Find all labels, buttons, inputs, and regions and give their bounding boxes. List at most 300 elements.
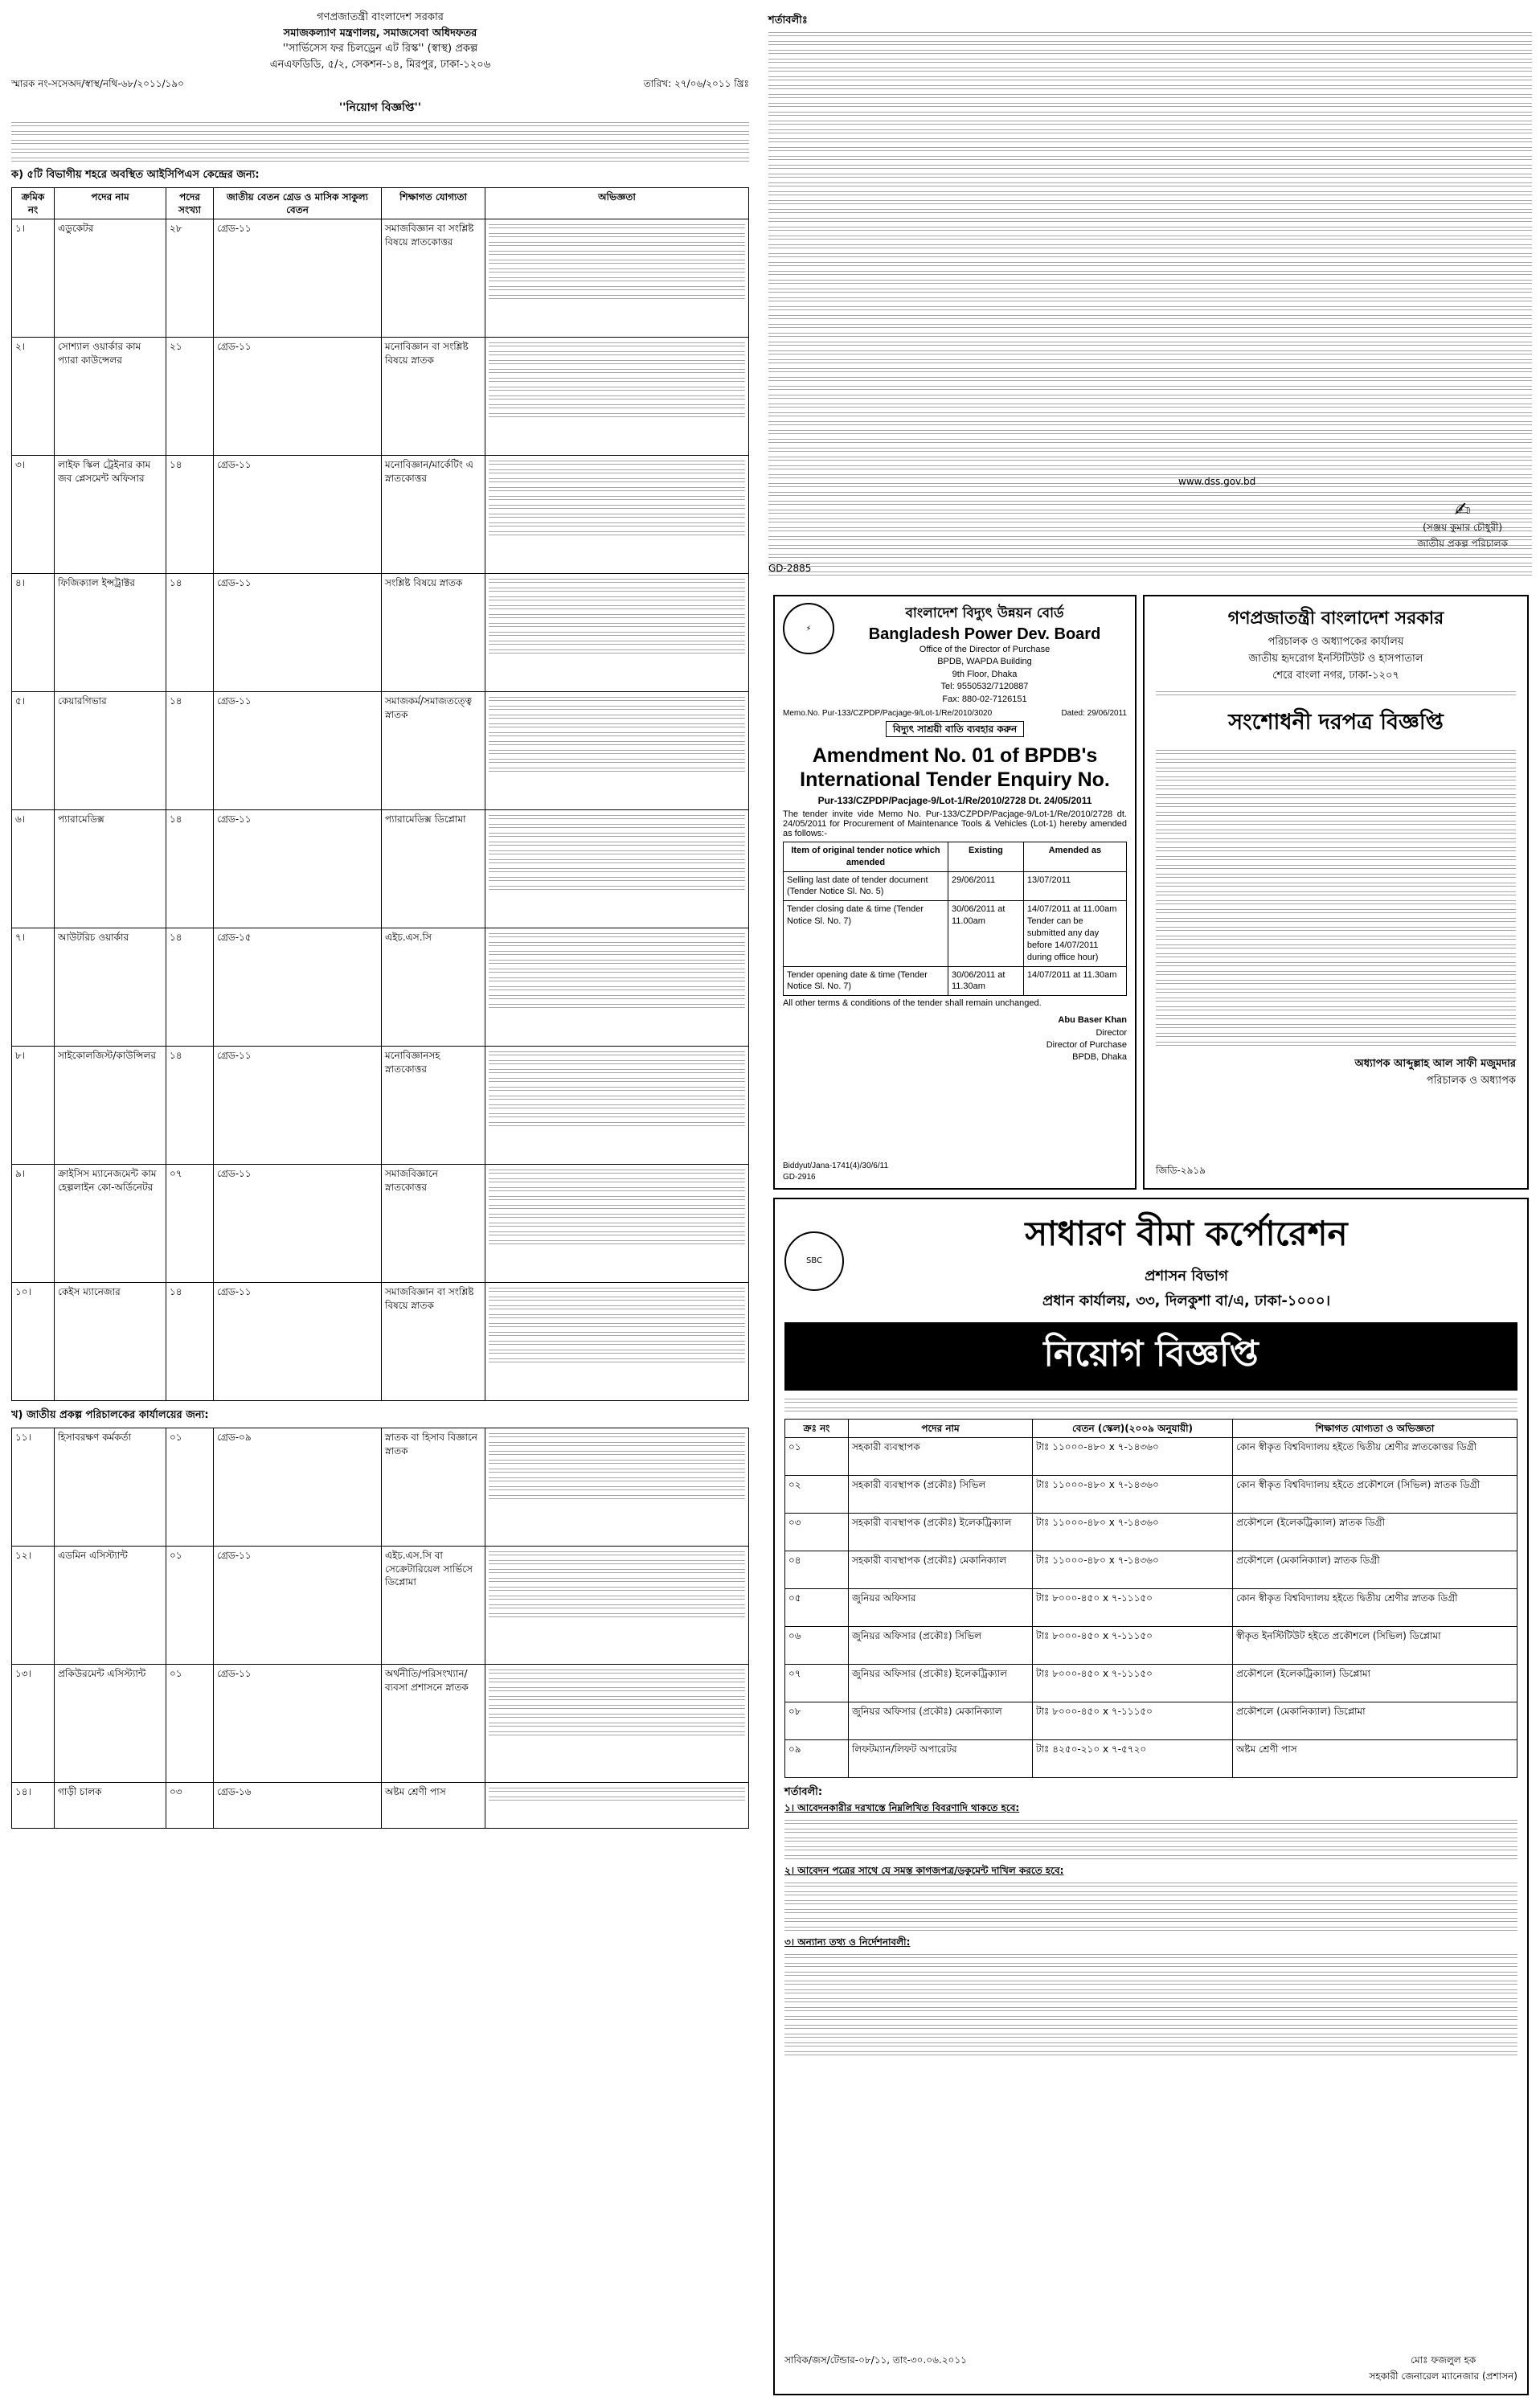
text-line bbox=[489, 1087, 745, 1093]
table-cell: ৩। bbox=[12, 456, 55, 574]
text-line bbox=[1156, 989, 1516, 995]
table-cell: প্রকৌশলে (মেকানিক্যাল) স্নাতক ডিগ্রী bbox=[1233, 1551, 1517, 1589]
table-cell: আউটরিচ ওয়ার্কার bbox=[55, 928, 166, 1047]
memo-date: তারিখ: ২৭/০৬/২০১১ খ্রিঃ bbox=[643, 78, 749, 89]
table-cell: এডমিন এসিস্ট্যান্ট bbox=[55, 1547, 166, 1665]
table-row bbox=[784, 966, 1127, 996]
table-row bbox=[12, 1165, 749, 1283]
text-line bbox=[489, 1451, 745, 1457]
bpdb-signatory: Abu Baser Khan bbox=[1058, 1015, 1127, 1026]
nihd-sign-title: পরিচালক ও অধ্যাপক bbox=[1426, 1075, 1516, 1087]
text-line bbox=[768, 474, 1532, 481]
signature-block bbox=[1417, 498, 1508, 553]
table-cell bbox=[485, 338, 749, 456]
table-row bbox=[785, 1476, 1517, 1514]
text-line bbox=[489, 933, 745, 940]
text-line bbox=[768, 200, 1532, 207]
text-line bbox=[489, 986, 745, 993]
text-line bbox=[489, 1170, 745, 1176]
table-cell: ০১ bbox=[785, 1438, 849, 1476]
text-line bbox=[768, 253, 1532, 260]
table-cell: অর্থনীতি/পরিসংখ্যান/ব্যবসা প্রশাসনে স্নাতক bbox=[382, 1665, 485, 1783]
table-cell: গ্রেড-১১ bbox=[214, 574, 382, 692]
text-line bbox=[768, 41, 1532, 47]
text-line bbox=[489, 1305, 745, 1312]
text-line bbox=[489, 995, 745, 1002]
table-cell: কেইস ম্যানেজার bbox=[55, 1283, 166, 1401]
text-line bbox=[1156, 856, 1516, 862]
table-cell: জুনিয়র অফিসার (প্রকৌঃ) ইলেকট্রিক্যাল bbox=[849, 1665, 1033, 1702]
notice-title: ''নিয়োগ বিজ্ঞপ্তি'' bbox=[338, 101, 422, 114]
text-line bbox=[1156, 847, 1516, 854]
text-line bbox=[489, 1205, 745, 1211]
table-cell: স্নাতক বা হিসাব বিজ্ঞানে স্নাতক bbox=[382, 1428, 485, 1547]
text-line bbox=[768, 68, 1532, 74]
text-line bbox=[768, 350, 1532, 357]
text-line bbox=[768, 465, 1532, 472]
table-cell: গ্রেড-১১ bbox=[214, 1547, 382, 1665]
text-line bbox=[489, 342, 745, 349]
sbc-ref: সাবিক/জস/টেন্ডার-০৮/১১, তাং-৩০.০৬.২০১১ bbox=[784, 2354, 967, 2366]
text-line bbox=[1156, 980, 1516, 986]
text-line bbox=[489, 1469, 745, 1475]
text-line bbox=[1156, 900, 1516, 907]
text-line bbox=[489, 1596, 745, 1602]
conditions-block bbox=[760, 8, 1540, 587]
text-line bbox=[768, 138, 1532, 145]
text-line bbox=[489, 886, 745, 892]
table-cell: ২। bbox=[12, 338, 55, 456]
col-education: শিক্ষাগত যোগ্যতা bbox=[382, 188, 485, 219]
bpdb-sign-title2: Director of Purchase bbox=[1046, 1040, 1127, 1051]
table-cell: ১৪ bbox=[166, 456, 214, 574]
text-line bbox=[768, 492, 1532, 498]
text-line bbox=[489, 1560, 745, 1567]
text-line bbox=[489, 1477, 745, 1484]
text-line bbox=[768, 554, 1532, 560]
table-cell: গ্রেড-১১ bbox=[214, 219, 382, 338]
table-cell: টাঃ ৮০০০-৪৫০ x ৭-১১১৫০ bbox=[1033, 1589, 1233, 1627]
text-line bbox=[489, 596, 745, 603]
table-row bbox=[784, 871, 1127, 901]
text-line bbox=[768, 227, 1532, 233]
table-cell: ০৮ bbox=[785, 1702, 849, 1740]
text-line bbox=[1156, 918, 1516, 924]
table-cell: গ্রেড-১১ bbox=[214, 810, 382, 928]
table-cell: ৯। bbox=[12, 1165, 55, 1283]
text-line bbox=[768, 439, 1532, 445]
table-row bbox=[12, 1547, 749, 1665]
text-line bbox=[489, 1569, 745, 1575]
table-cell: ০৬ bbox=[785, 1627, 849, 1665]
text-line bbox=[489, 369, 745, 375]
table-cell: ক্রাইসিস ম্যানেজমেন্ট কাম হেল্পলাইন কো-অর্ডিনেটর bbox=[55, 1165, 166, 1283]
text-line bbox=[768, 280, 1532, 286]
table-cell: জুনিয়র অফিসার (প্রকৌঃ) মেকানিক্যাল bbox=[849, 1702, 1033, 1740]
table-cell: 13/07/2011 bbox=[1023, 871, 1126, 901]
text-line bbox=[768, 191, 1532, 198]
text-line bbox=[768, 324, 1532, 330]
text-line bbox=[1156, 891, 1516, 898]
table-cell: ০৫ bbox=[785, 1589, 849, 1627]
text-line bbox=[489, 1231, 745, 1238]
text-line bbox=[1156, 1033, 1516, 1039]
text-line bbox=[489, 277, 745, 284]
signature-mark: ✍ bbox=[1454, 498, 1471, 521]
text-line bbox=[768, 306, 1532, 313]
sbc-term2: ২। আবেদন পত্রের সাথে যে সমস্ত কাগজপত্র/ডকুমেন্ট দাখিল করতে হবে: bbox=[784, 1865, 1064, 1877]
text-line bbox=[489, 605, 745, 612]
amendment-title: Amendment No. 01 of BPDB's International Tender Enquiry No. bbox=[800, 744, 1110, 791]
text-line bbox=[489, 1078, 745, 1084]
table-cell: ২৮ bbox=[166, 219, 214, 338]
bpdb-memo: Memo.No. Pur-133/CZPDP/Pacjage-9/Lot-1/Re/2010/3020 bbox=[783, 708, 993, 718]
text-line bbox=[768, 563, 1532, 569]
text-line bbox=[489, 531, 745, 538]
table-cell: কেয়ারগিভার bbox=[55, 692, 166, 810]
right-column bbox=[760, 0, 1540, 2405]
table-row bbox=[12, 1283, 749, 1401]
table-cell: ০১ bbox=[166, 1428, 214, 1547]
table-cell: প্রকৌশলে (ইলেকট্রিক্যাল) স্নাতক ডিগ্রী bbox=[1233, 1514, 1517, 1551]
positions-table-ka bbox=[11, 187, 749, 1401]
amendment-table bbox=[783, 842, 1127, 996]
text-line bbox=[1156, 865, 1516, 871]
text-line bbox=[489, 1288, 745, 1294]
text-line bbox=[768, 112, 1532, 118]
text-line bbox=[768, 457, 1532, 463]
text-line bbox=[489, 723, 745, 730]
table-cell bbox=[485, 1783, 749, 1829]
text-line bbox=[489, 1104, 745, 1111]
table-cell: লিফটম্যান/লিফট অপারেটর bbox=[849, 1740, 1033, 1778]
text-line bbox=[489, 295, 745, 301]
amendment-footer: All other terms & conditions of the tender shall remain unchanged. bbox=[783, 998, 1042, 1009]
text-line bbox=[489, 1060, 745, 1067]
text-line bbox=[489, 1460, 745, 1466]
table-cell: গ্রেড-১৬ bbox=[214, 1783, 382, 1829]
text-line bbox=[768, 76, 1532, 83]
table-cell: ৪। bbox=[12, 574, 55, 692]
text-line bbox=[489, 706, 745, 712]
table-cell: টাঃ ৮০০০-৪৫০ x ৭-১১১৫০ bbox=[1033, 1627, 1233, 1665]
table-cell bbox=[485, 1283, 749, 1401]
text-line bbox=[489, 1670, 745, 1676]
table-row bbox=[12, 338, 749, 456]
text-line bbox=[489, 360, 745, 367]
text-line bbox=[489, 732, 745, 739]
text-line bbox=[489, 461, 745, 467]
text-line bbox=[768, 359, 1532, 366]
sbc-col-qualification: শিক্ষাগত যোগ্যতা ও অভিজ্ঞতা bbox=[1233, 1420, 1517, 1438]
table-cell: ৫। bbox=[12, 692, 55, 810]
text-line bbox=[1156, 944, 1516, 951]
text-line bbox=[768, 174, 1532, 180]
table-cell: সহকারী ব্যবস্থাপক bbox=[849, 1438, 1033, 1476]
table-row bbox=[12, 928, 749, 1047]
table-cell: Selling last date of tender document (Tender Notice Sl. No. 5) bbox=[784, 871, 948, 901]
text-line bbox=[768, 412, 1532, 419]
text-line bbox=[768, 271, 1532, 277]
text-line bbox=[489, 969, 745, 975]
text-line bbox=[489, 951, 745, 957]
bpdb-address2: 9th Floor, Dhaka bbox=[952, 669, 1018, 679]
text-line bbox=[768, 297, 1532, 304]
text-line bbox=[768, 289, 1532, 295]
text-line bbox=[489, 1442, 745, 1448]
signatory-title: জাতীয় প্রকল্প পরিচালক bbox=[1417, 538, 1508, 549]
text-line bbox=[489, 351, 745, 358]
col-grade: জাতীয় বেতন গ্রেড ও মাসিক সাকুল্য বেতন bbox=[214, 188, 382, 219]
sbc-sign-title: সহকারী জেনারেল ম্যানেজার (প্রশাসন) bbox=[1369, 2370, 1517, 2382]
text-line bbox=[489, 1096, 745, 1102]
text-line bbox=[1156, 785, 1516, 792]
table-cell: স্বীকৃত ইনস্টিটিউট হইতে প্রকৌশলে (সিভিল) ডিপ্লোমা bbox=[1233, 1627, 1517, 1665]
text-line bbox=[489, 877, 745, 883]
text-line bbox=[489, 641, 745, 647]
table-row bbox=[785, 1627, 1517, 1665]
text-line bbox=[489, 1723, 745, 1729]
conditions-heading: শর্তাবলীঃ bbox=[768, 14, 808, 27]
table-cell: জুনিয়র অফিসার (প্রকৌঃ) সিভিল bbox=[849, 1627, 1033, 1665]
ministry-header: সমাজকল্যাণ মন্ত্রণালয়, সমাজসেবা অধিদফতর bbox=[283, 27, 477, 39]
text-line bbox=[768, 395, 1532, 401]
table-cell: ৭। bbox=[12, 928, 55, 1047]
text-line bbox=[489, 1051, 745, 1058]
table-cell: সোশ্যাল ওয়ার্কার কাম প্যারা কাউন্সেলর bbox=[55, 338, 166, 456]
nihd-notice bbox=[1143, 595, 1529, 1190]
text-line bbox=[489, 859, 745, 866]
table-cell bbox=[485, 219, 749, 338]
text-line bbox=[768, 121, 1532, 127]
text-line bbox=[768, 368, 1532, 375]
text-line bbox=[489, 750, 745, 756]
text-line bbox=[489, 286, 745, 293]
table-cell: সমাজবিজ্ঞান বা সংশ্লিষ্ট বিষয়ে স্নাতকোত্তর bbox=[382, 219, 485, 338]
amend-col-item: Item of original tender notice which amended bbox=[784, 842, 948, 871]
table-cell: ১১। bbox=[12, 1428, 55, 1547]
text-line bbox=[489, 378, 745, 384]
table-cell: ০৭ bbox=[785, 1665, 849, 1702]
text-line bbox=[489, 487, 745, 494]
table-cell: এইচ.এস.সি bbox=[382, 928, 485, 1047]
col-serial: ক্রমিক নং bbox=[12, 188, 55, 219]
text-line bbox=[489, 1433, 745, 1440]
text-line bbox=[489, 1187, 745, 1194]
text-line bbox=[489, 1004, 745, 1010]
tender-number: Pur-133/CZPDP/Pacjage-9/Lot-1/Re/2010/2728 Dt. 24/05/2011 bbox=[817, 794, 1092, 806]
text-line bbox=[1156, 1024, 1516, 1030]
text-line bbox=[489, 614, 745, 621]
table-cell: ১৪ bbox=[166, 810, 214, 928]
text-line bbox=[768, 262, 1532, 268]
text-line bbox=[489, 224, 745, 231]
text-line bbox=[489, 1731, 745, 1738]
sbc-col-salary: বেতন (স্কেল)(২০০৯ অনুযায়ী) bbox=[1033, 1420, 1233, 1438]
table-cell: ০৩ bbox=[166, 1783, 214, 1829]
bpdb-logo-icon: ⚡ bbox=[783, 603, 834, 654]
text-line bbox=[489, 1113, 745, 1120]
text-line bbox=[768, 50, 1532, 56]
text-line bbox=[489, 1069, 745, 1075]
table-cell: ১। bbox=[12, 219, 55, 338]
table-cell: ১৪ bbox=[166, 692, 214, 810]
text-line bbox=[489, 260, 745, 266]
table-cell: কোন স্বীকৃত বিশ্ববিদ্যালয় হইতে প্রকৌশলে (সিভিল) স্নাতক ডিগ্রী bbox=[1233, 1476, 1517, 1514]
table-cell: সংশ্লিষ্ট বিষয়ে স্নাতক bbox=[382, 574, 485, 692]
table-cell: সমাজবিজ্ঞান বা সংশ্লিষ্ট বিষয়ে স্নাতক bbox=[382, 1283, 485, 1401]
nihd-signatory: অধ্যাপক আব্দুল্লাহ আল সাফী মজুমদার bbox=[1354, 1058, 1516, 1070]
table-cell: কোন স্বীকৃত বিশ্ববিদ্যালয় হইতে দ্বিতীয় শ্রেণীর স্নাতকোত্তর ডিগ্রী bbox=[1233, 1438, 1517, 1476]
text-line bbox=[1156, 883, 1516, 889]
bpdb-fax: Fax: 880-02-7126151 bbox=[942, 694, 1027, 704]
bpdb-tel: Tel: 9550532/7120887 bbox=[940, 682, 1029, 692]
table-row bbox=[784, 901, 1127, 966]
text-line bbox=[768, 129, 1532, 136]
table-cell: গ্রেড-১১ bbox=[214, 338, 382, 456]
table-cell: ১৪ bbox=[166, 1283, 214, 1401]
text-line bbox=[489, 496, 745, 502]
nihd-title: সংশোধনী দরপত্র বিজ্ঞপ্তি bbox=[1228, 710, 1444, 735]
table-cell: ১৪ bbox=[166, 1047, 214, 1165]
section-kha-heading: খ) জাতীয় প্রকল্প পরিচালকের কার্যালয়ের জন্য: bbox=[11, 1409, 209, 1422]
text-line bbox=[489, 1297, 745, 1303]
table-cell: ৮। bbox=[12, 1047, 55, 1165]
table-cell bbox=[485, 1165, 749, 1283]
table-cell: ৬। bbox=[12, 810, 55, 928]
text-line bbox=[1156, 794, 1516, 801]
table-row bbox=[12, 810, 749, 928]
text-line bbox=[489, 1604, 745, 1611]
text-line bbox=[489, 1495, 745, 1502]
text-line bbox=[489, 1350, 745, 1356]
social-welfare-notice bbox=[0, 0, 760, 2405]
table-row bbox=[785, 1589, 1517, 1627]
table-cell: প্রকিউরমেন্ট এসিস্ট্যান্ট bbox=[55, 1665, 166, 1783]
text-line bbox=[768, 430, 1532, 436]
table-cell: ১৪। bbox=[12, 1783, 55, 1829]
text-line bbox=[1156, 812, 1516, 818]
text-line bbox=[1156, 750, 1516, 756]
table-cell: এইচ.এস.সি বা সেক্রেটারিয়েল সার্ভিসে ডিপ্লোমা bbox=[382, 1547, 485, 1665]
text-line bbox=[489, 242, 745, 248]
table-cell: গ্রেড-১১ bbox=[214, 1283, 382, 1401]
text-line bbox=[489, 960, 745, 966]
text-line bbox=[489, 1341, 745, 1347]
nihd-gov: গণপ্রজাতন্ত্রী বাংলাদেশ সরকার bbox=[1227, 608, 1444, 629]
table-cell: ০২ bbox=[785, 1476, 849, 1514]
table-cell: গ্রেড-১১ bbox=[214, 1665, 382, 1783]
table-cell bbox=[485, 1428, 749, 1547]
table-cell bbox=[485, 810, 749, 928]
table-cell: ০৭ bbox=[166, 1165, 214, 1283]
table-row bbox=[785, 1740, 1517, 1778]
text-line bbox=[768, 342, 1532, 348]
table-cell: গ্রেড-১১ bbox=[214, 692, 382, 810]
bpdb-saving-slogan: বিদ্যুৎ সাশ্রয়ী বাতি ব্যবহার করুন bbox=[886, 721, 1024, 737]
sbc-notice bbox=[773, 1198, 1529, 2395]
text-line bbox=[489, 478, 745, 485]
text-line bbox=[489, 1240, 745, 1247]
table-cell: 29/06/2011 bbox=[948, 871, 1023, 901]
table-cell: ০৪ bbox=[785, 1551, 849, 1589]
text-line bbox=[768, 572, 1532, 578]
text-line bbox=[768, 156, 1532, 162]
sbc-term3: ৩। অন্যান্য তথ্য ও নির্দেশনাবলী: bbox=[784, 1936, 911, 1948]
amend-col-existing: Existing bbox=[948, 842, 1023, 871]
text-line bbox=[489, 759, 745, 765]
nihd-office: পরিচালক ও অধ্যাপকের কার্যালয় bbox=[1268, 636, 1404, 648]
website-link[interactable]: www.dss.gov.bd bbox=[1178, 476, 1256, 487]
table-cell bbox=[485, 574, 749, 692]
text-line bbox=[1156, 998, 1516, 1004]
text-line bbox=[768, 85, 1532, 92]
text-line bbox=[489, 1332, 745, 1338]
text-line bbox=[768, 333, 1532, 339]
table-cell: টাঃ ১১০০০-৪৮০ x ৭-১৪৩৬০ bbox=[1033, 1476, 1233, 1514]
text-line bbox=[489, 1122, 745, 1129]
table-cell: প্যারামেডিক্স bbox=[55, 810, 166, 928]
text-line bbox=[1156, 874, 1516, 880]
table-cell bbox=[485, 1547, 749, 1665]
text-line bbox=[768, 483, 1532, 490]
sbc-col-post: পদের নাম bbox=[849, 1420, 1033, 1438]
table-row bbox=[785, 1514, 1517, 1551]
text-line bbox=[768, 147, 1532, 154]
text-line bbox=[489, 824, 745, 830]
text-line bbox=[489, 833, 745, 839]
table-cell: 30/06/2011 at 11.00am bbox=[948, 901, 1023, 966]
text-line bbox=[489, 579, 745, 585]
text-line bbox=[1156, 962, 1516, 969]
text-line bbox=[489, 1788, 745, 1794]
gov-header: গণপ্রজাতন্ত্রী বাংলাদেশ সরকার bbox=[317, 11, 444, 23]
table-cell: ০৩ bbox=[785, 1514, 849, 1551]
table-cell: সহকারী ব্যবস্থাপক (প্রকৌঃ) মেকানিক্যাল bbox=[849, 1551, 1033, 1589]
text-line bbox=[489, 649, 745, 656]
text-line bbox=[489, 632, 745, 638]
text-line bbox=[768, 59, 1532, 65]
bpdb-office: Office of the Director of Purchase bbox=[919, 645, 1051, 654]
text-line bbox=[489, 387, 745, 393]
table-row bbox=[12, 574, 749, 692]
table-cell: গ্রেড-১১ bbox=[214, 1047, 382, 1165]
bpdb-dated: Dated: 29/06/2011 bbox=[1061, 708, 1127, 718]
table-cell: মনোবিজ্ঞান বা সংশ্লিষ্ট বিষয়ে স্নাতক bbox=[382, 338, 485, 456]
table-cell bbox=[485, 1665, 749, 1783]
text-line bbox=[768, 448, 1532, 454]
table-row bbox=[785, 1551, 1517, 1589]
table-cell: জুনিয়র অফিসার bbox=[849, 1589, 1033, 1627]
bpdb-sign-title3: BPDB, Dhaka bbox=[1072, 1052, 1127, 1063]
text-line bbox=[768, 386, 1532, 392]
table-row bbox=[12, 1047, 749, 1165]
table-cell: Tender closing date & time (Tender Notice Sl. No. 7) bbox=[784, 901, 948, 966]
text-line bbox=[768, 244, 1532, 251]
text-line bbox=[768, 209, 1532, 215]
address-header: এনএফডিডি, ৫/২, সেকশন-১৪, মিরপুর, ঢাকা-১২০৬ bbox=[269, 58, 491, 71]
text-line bbox=[489, 768, 745, 774]
text-line bbox=[489, 469, 745, 476]
table-cell: ফিজিক্যাল ইন্সট্রাক্টর bbox=[55, 574, 166, 692]
text-line bbox=[489, 395, 745, 402]
text-line bbox=[489, 588, 745, 594]
sbc-dept: প্রশাসন বিভাগ bbox=[1145, 1268, 1228, 1284]
table-cell bbox=[485, 1047, 749, 1165]
text-line bbox=[489, 1223, 745, 1229]
text-line bbox=[768, 377, 1532, 383]
table-cell: ১৪ bbox=[166, 574, 214, 692]
